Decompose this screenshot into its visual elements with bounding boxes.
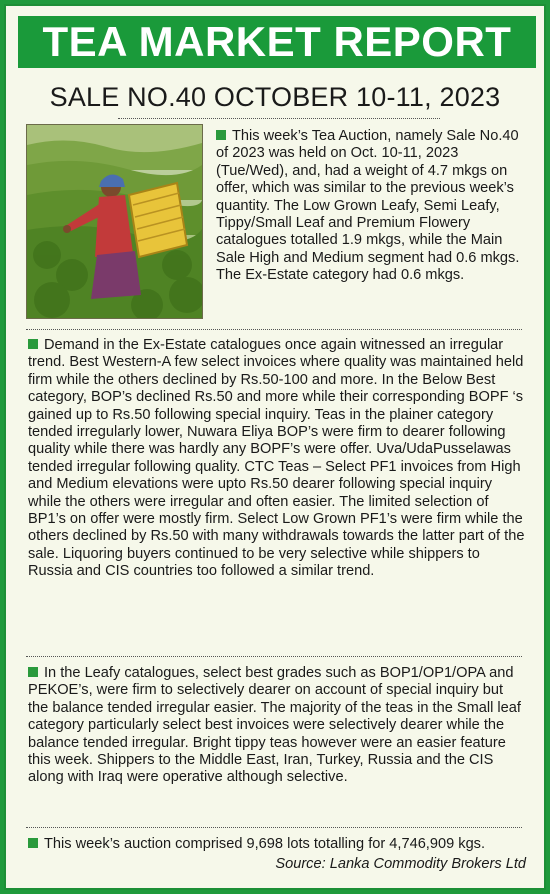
subtitle-divider: [118, 118, 440, 119]
section-divider: [26, 329, 522, 330]
auction-summary-text: This week’s auction comprised 9,698 lots totalling for 4,746,909 kgs.: [44, 836, 486, 852]
tea-plucker-photo: [26, 124, 203, 319]
square-bullet-icon: [28, 838, 38, 848]
source-credit: Source: Lanka Commodity Brokers Ltd: [275, 856, 526, 872]
leafy-paragraph: [28, 665, 526, 787]
page-title: TEA MARKET REPORT: [18, 16, 536, 68]
section-divider: [26, 656, 522, 657]
intro-text: This week’s Tea Auction, namely Sale No.40 of 2023 was held on Oct. 10-11, 2023 (Tue/Wed), and, had a weight of 4.7 mkgs on offer, which was similar to the previous week’s quantity. The Low Grown Leafy, Semi Leafy, Tippy/Small Leaf and Premium Flowery catalogues totalled 1.9 mkgs, while the Main Sale High and Medium segment had 0.6 mkgs. The Ex-Estate category had 0.6 mkgs.: [216, 128, 520, 284]
ex-estate-paragraph: [28, 337, 526, 581]
intro-paragraph: [216, 128, 528, 285]
square-bullet-icon: [216, 130, 226, 140]
square-bullet-icon: [28, 667, 38, 677]
leafy-text: In the Leafy catalogues, select best grades such as BOP1/OP1/OPA and PEKOE’s, were firm to selectively dearer on account of special inquiry but the balance tended irregular easier. The majority of the teas in the Small leaf category particularly select best invoices were selectively dearer while the balance tended irregular. Bright tippy teas however were an easier feature this week. Shippers to the Middle East, Iran, Turkey, Russia and the CIS along with Iraq were operative although selective.: [28, 665, 521, 786]
sale-subtitle: SALE NO.40 OCTOBER 10-11, 2023: [49, 82, 501, 112]
auction-summary-paragraph: [28, 836, 526, 853]
square-bullet-icon: [28, 339, 38, 349]
section-divider: [26, 827, 522, 828]
ex-estate-text: Demand in the Ex-Estate catalogues once again witnessed an irregular trend. Best Western-A few select invoices where quality was maintained held firm while the others declined by Rs.50-100 and more. In the Below Best category, BOP’s declined Rs.50 and more while their corresponding BOPF ‘s gained up to Rs.50 following special inquiry. Teas in the plainer category tended irregularly lower, Nuwara Eliya BOP’s were firm to dearer following quality while there was hardly any BOPF’s were offer. Uva/UdaPusselawas tended irregular following quality. CTC Teas – Select PF1 invoices from High and Medium elevations were upto Rs.50 dearer following special inquiry while the others were irregular and often easier. The limited selection of BP1’s on offer were mostly firm. Select Low Grown PF1’s were firm while the others declined by Rs.50 with many withdrawals towards the latter part of the sale. Liquoring buyers continued to be very selective while shippers to Russia and CIS countries too followed a similar trend.: [28, 337, 525, 580]
